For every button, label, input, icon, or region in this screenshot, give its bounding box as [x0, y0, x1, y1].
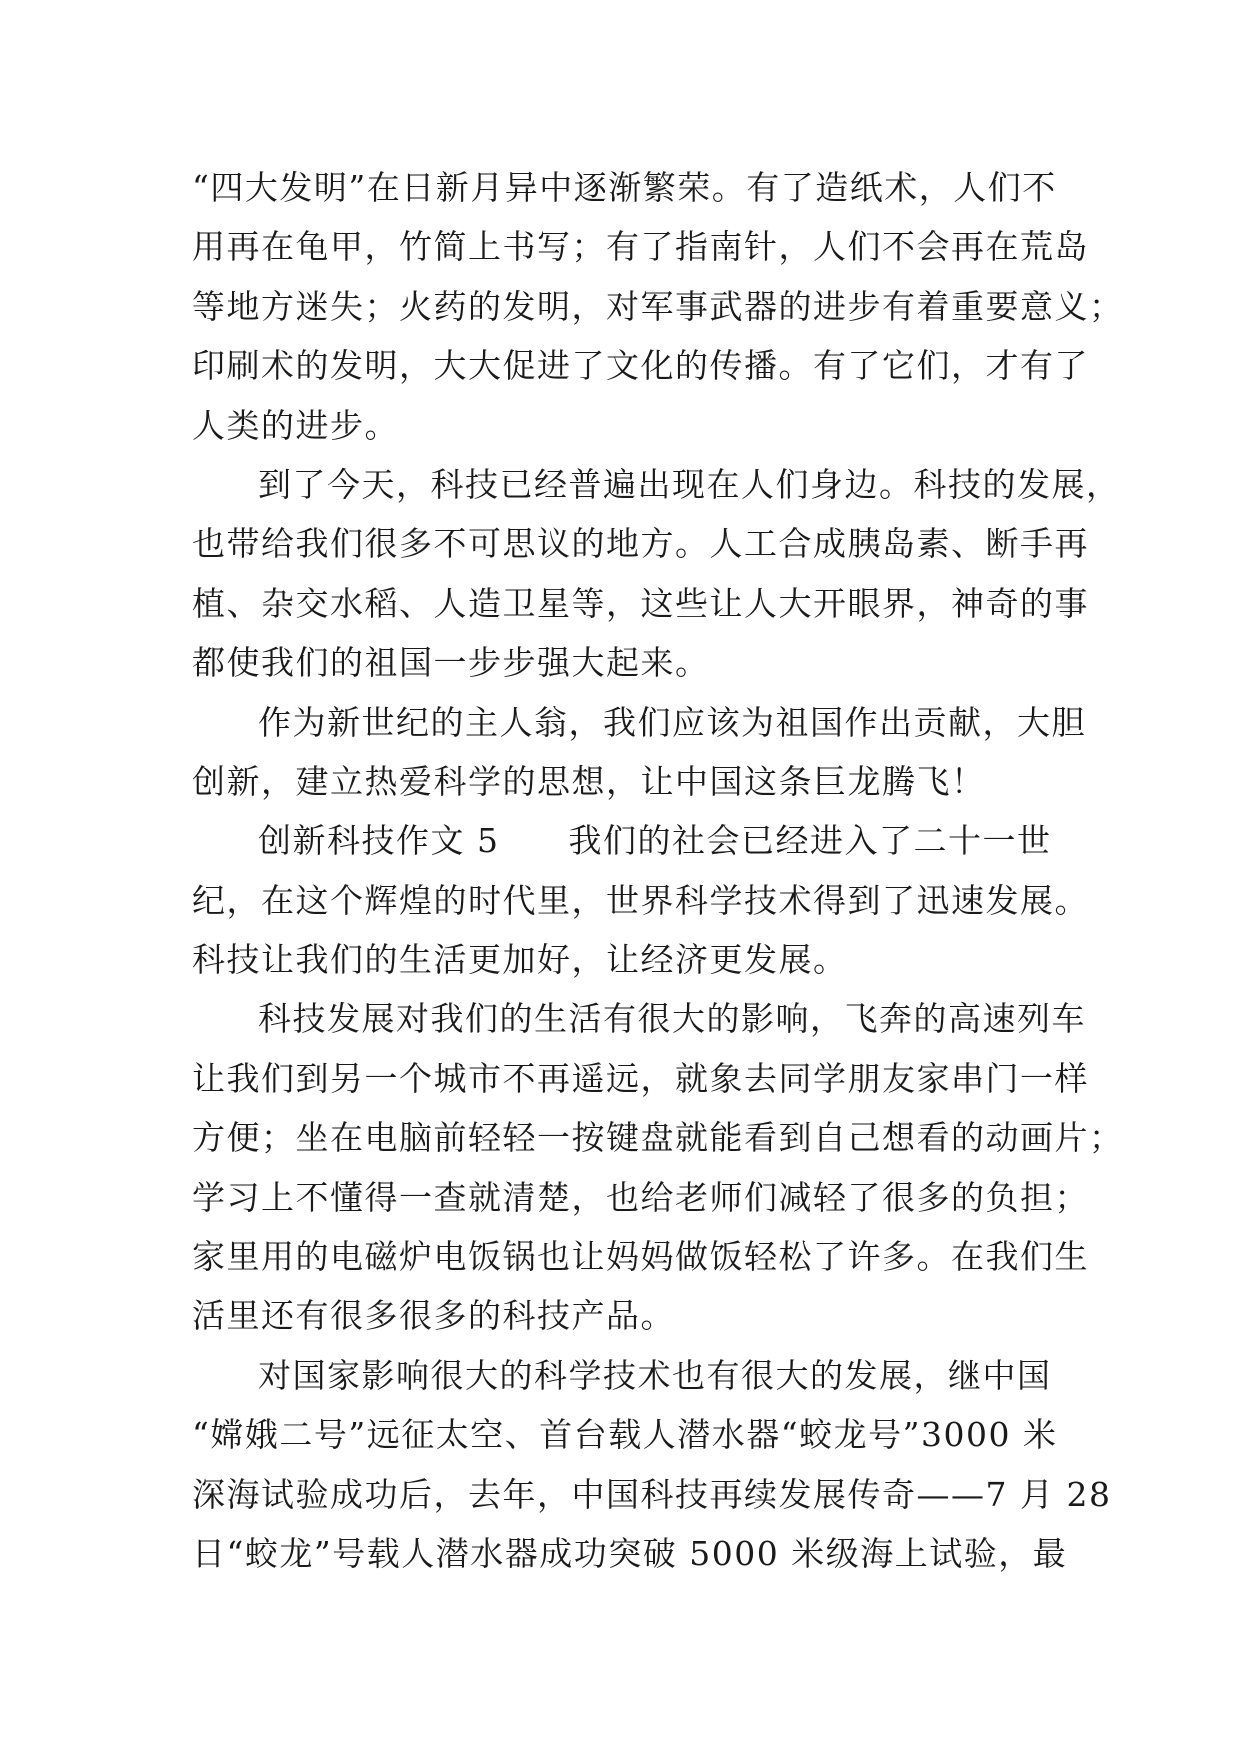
text-line: 植、杂交水稻、人造卫星等，这些让人大开眼界，神奇的事 [192, 583, 1089, 623]
essay-text [192, 158, 1124, 1583]
text-line: 等地方迷失；火药的发明，对军事武器的进步有着重要意义； [192, 286, 1124, 326]
text-line: 学习上不懂得一查就清楚，也给老师们减轻了很多的负担； [192, 1177, 1089, 1217]
paragraph-start-line: 到了今天，科技已经普遍出现在人们身边。科技的发展， [258, 464, 1121, 504]
text-line: 纪，在这个辉煌的时代里，世界科学技术得到了迅速发展。 [192, 880, 1089, 920]
text-line: 日“蛟龙”号载人潜水器成功突破 5000 米级海上试验，最 [192, 1533, 1068, 1573]
paragraph-start-line: 作为新世纪的主人翁，我们应该为祖国作出贡献，大胆 [258, 702, 1086, 742]
text-line: 创新，建立热爱科学的思想，让中国这条巨龙腾飞！ [192, 761, 986, 801]
text-line: 让我们到另一个城市不再遥远，就象去同学朋友家串门一样 [192, 1058, 1089, 1098]
text-line: “嫦娥二号”远征太空、首台载人潜水器“蛟龙号”3000 米 [192, 1415, 1058, 1455]
paragraph-start-line: 对国家影响很大的科学技术也有很大的发展，继中国 [258, 1355, 1052, 1395]
text-line: 用再在龟甲，竹简上书写；有了指南针，人们不会再在荒岛 [192, 227, 1089, 267]
text-line: 科技让我们的生活更加好，让经济更发展。 [192, 940, 848, 980]
text-line: 人类的进步。 [192, 405, 399, 445]
text-line: 也带给我们很多不可思议的地方。人工合成胰岛素、断手再 [192, 524, 1089, 564]
text-line: 家里用的电磁炉电饭锅也让妈妈做饭轻松了许多。在我们生 [192, 1237, 1089, 1277]
text-line: 活里还有很多很多的科技产品。 [192, 1296, 675, 1336]
text-line: “四大发明”在日新月异中逐渐繁荣。有了造纸术，人们不 [192, 168, 1057, 207]
text-line: 深海试验成功后，去年，中国科技再续发展传奇——7 月 28 [192, 1474, 1112, 1514]
paragraph-start-line: 科技发展对我们的生活有很大的影响，飞奔的高速列车 [258, 999, 1086, 1039]
text-line: 方便；坐在电脑前轻轻一按键盘就能看到自己想看的动画片； [192, 1118, 1124, 1158]
text-line: 都使我们的祖国一步步强大起来。 [192, 643, 710, 683]
text-line: 印刷术的发明，大大促进了文化的传播。有了它们，才有了 [192, 346, 1089, 386]
section-heading-line: 创新科技作文 5 我们的社会已经进入了二十一世 [258, 821, 1052, 861]
